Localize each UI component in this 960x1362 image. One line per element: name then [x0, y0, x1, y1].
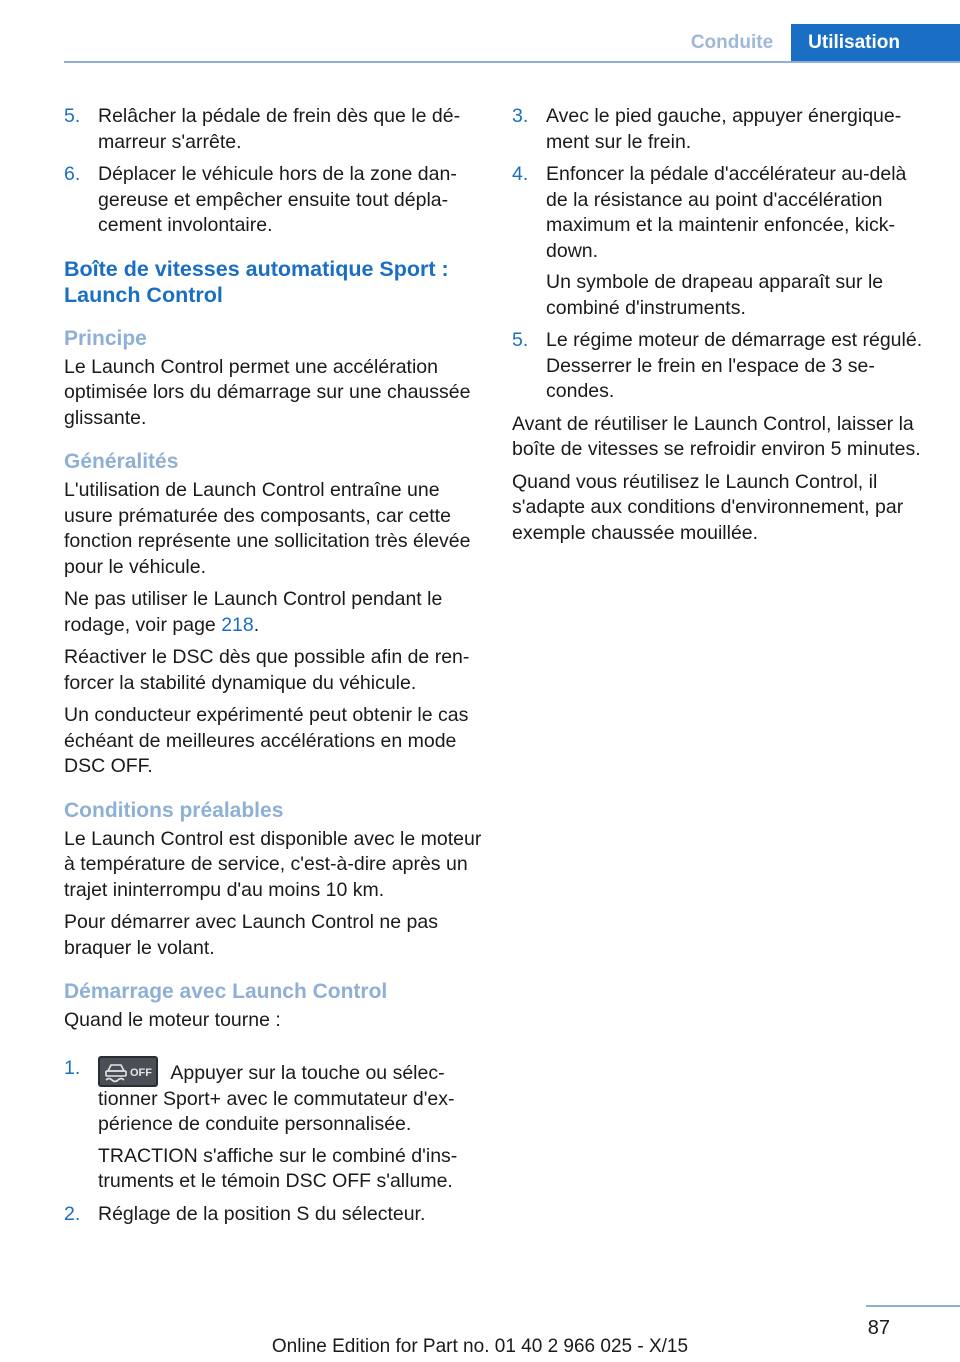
paragraph: Avant de réutiliser le Launch Control, laisser la boîte de vitesses se refroidir environ 5 minutes.: [512, 412, 921, 460]
list-number: 6.: [64, 163, 81, 185]
list-number: 3.: [512, 105, 529, 127]
left-column: [64, 104, 482, 1234]
paragraph: L'utilisation de Launch Control entraîne une usure prématurée des composants, car cette fonction représente une sollicitation très élevée pour le véhicule.: [64, 479, 471, 578]
subsection-title-demarrage: Démarrage avec Launch Control: [64, 980, 388, 1003]
list-item: [64, 104, 482, 155]
header-divider: [64, 61, 960, 63]
list-item: [64, 1056, 482, 1195]
section-title: Boîte de vitesses automatique Sport : Launch Control: [64, 256, 449, 307]
tab-utilisation[interactable]: Utilisation: [791, 24, 960, 62]
dsc-off-button-label: OFF: [130, 1066, 152, 1079]
paragraph: Pour démarrer avec Launch Control ne pas braquer le volant.: [64, 911, 438, 959]
list-number: 4.: [512, 163, 529, 185]
page-link[interactable]: 218: [221, 613, 254, 636]
right-column: [512, 104, 930, 553]
list-text: Le régime moteur de démarrage est régulé. Desserrer le frein en l'espace de 3 secondes.: [546, 329, 923, 402]
list-text: Avec le pied gauche, appuyer énergiquement sur le frein.: [546, 105, 902, 153]
subsection-title-conditions: Conditions préalables: [64, 798, 284, 822]
list-number: 1.: [64, 1056, 81, 1079]
list-text: Enfoncer la pédale d'accélérateur au-delà de la résistance au point d'accélération maximum et la maintenir enfoncée, kickdown.: [546, 163, 907, 262]
subsection-title-principe: Principe: [64, 326, 147, 350]
paragraph: Le Launch Control est disponible avec le moteur à température de service, c'est-à-dire après un trajet ininterrompu d'au moins 10 km.: [64, 827, 482, 901]
dsc-off-button-icon: [98, 1056, 158, 1087]
list-text-with-icon: [98, 1056, 482, 1138]
paragraph-text-end: .: [253, 613, 260, 636]
list-item: [64, 162, 482, 239]
list-text: Relâcher la pédale de frein dès que le démarreur s'arrête.: [98, 105, 461, 153]
list-number: 5.: [64, 105, 81, 127]
paragraph: Un conducteur expérimenté peut obtenir le cas échéant de meilleures accélérations en mode DSC OFF.: [64, 704, 469, 777]
list-item: [512, 328, 930, 405]
list-item: [512, 104, 930, 155]
list-text: Appuyer sur la touche ou sélectionner Sport+ avec le commutateur d'expérience de conduite personnalisée.: [98, 1061, 455, 1135]
header-tabs: [673, 24, 960, 62]
list-number: 2.: [64, 1202, 81, 1225]
paragraph: Le Launch Control permet une accélération optimisée lors du démarrage sur une chaussée glissante.: [64, 355, 471, 429]
page-number: 87: [867, 1317, 890, 1339]
paragraph-text: Ne pas utiliser le Launch Control pendant le rodage, voir page: [64, 588, 443, 636]
subsection-title-generalites: Généralités: [64, 450, 179, 473]
list-item: [512, 162, 930, 321]
list-number: 5.: [512, 329, 529, 351]
edition-footer: Online Edition for Part no. 01 40 2 966 025 - X/15: [271, 1336, 689, 1357]
list-text: Réglage de la position S du sélecteur.: [98, 1202, 426, 1225]
list-item: [64, 1202, 482, 1228]
list-text: Déplacer le véhicule hors de la zone dangereuse et empêcher ensuite tout déplacement involontaire.: [98, 163, 457, 236]
paragraph-with-link: [64, 587, 482, 638]
paragraph: Réactiver le DSC dès que possible afin de renforcer la stabilité dynamique du véhicule.: [64, 646, 470, 694]
paragraph: Quand vous réutilisez le Launch Control, il s'adapte aux conditions d'environnement, par exemple chaussée mouillée.: [512, 470, 904, 544]
paragraph: Quand le moteur tourne :: [64, 1009, 281, 1031]
list-note: Un symbole de drapeau apparaît sur le combiné d'instruments.: [546, 271, 884, 319]
footer-divider: [866, 1305, 960, 1307]
list-note: TRACTION s'affiche sur le combiné d'instruments et le témoin DSC OFF s'allume.: [98, 1144, 458, 1192]
tab-conduite[interactable]: Conduite: [673, 24, 791, 62]
